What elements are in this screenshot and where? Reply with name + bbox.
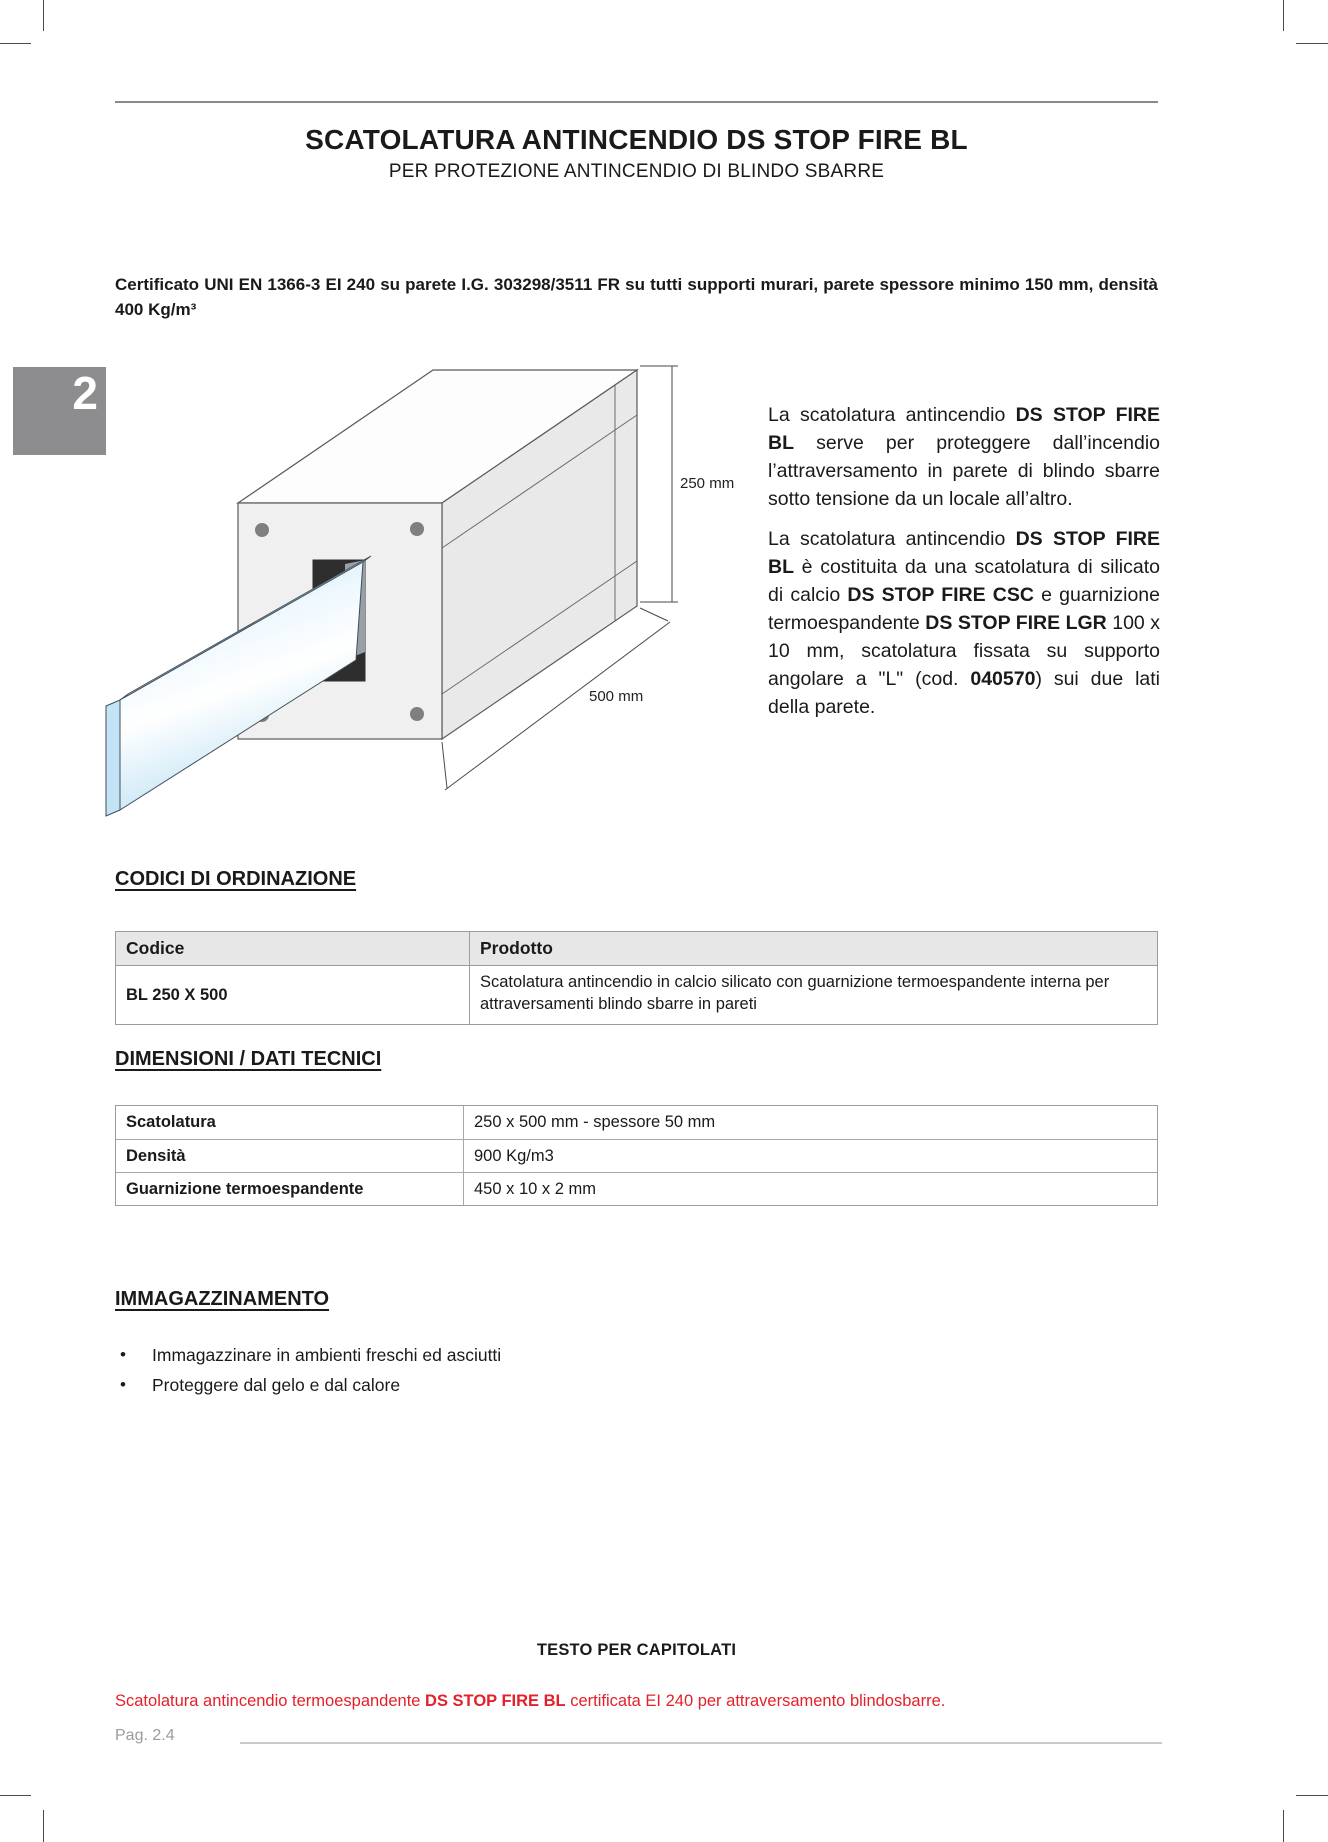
technical-data-table: [115, 1105, 1158, 1206]
code-cell: BL 250 X 500: [126, 985, 228, 1004]
dim-500-ext-left: [442, 742, 447, 788]
list-item: • Immagazzinare in ambienti freschi ed asciutti: [115, 1340, 815, 1370]
ordering-codes-table: [115, 931, 1158, 1025]
screw-bottom-right: [410, 707, 424, 721]
page-number-label: Pag. 2.4: [115, 1727, 175, 1744]
dim-500-ext-right: [640, 608, 668, 621]
section-heading-dimensioni: DIMENSIONI / DATI TECNICI: [115, 1048, 382, 1070]
storage-bullet-list: [115, 1340, 815, 1400]
spec-label: Guarnizione termoespandente: [126, 1179, 364, 1198]
crop-mark-top-right-h: [1296, 43, 1328, 44]
spec-value: 900 Kg/m3: [463, 1140, 1157, 1172]
column-header-prodotto: Prodotto: [469, 932, 1157, 965]
capitolati-text: Scatolatura antincendio termoespandente DS STOP FIRE BL certificata EI 240 per attraversamento blindosbarre.: [115, 1692, 946, 1710]
certification-statement: Certificato UNI EN 1366-3 EI 240 su parete I.G. 303298/3511 FR su tutti supporti murari, parete spessore minimo 150 mm, densità 400 Kg/m³: [115, 275, 1158, 319]
spec-label: Densità: [126, 1146, 186, 1165]
table-row: [116, 1172, 1157, 1205]
header-rule: [115, 101, 1158, 103]
dim-500-label: 500 mm: [589, 688, 644, 705]
screw-top-left: [255, 523, 269, 537]
spec-value: 450 x 10 x 2 mm: [463, 1173, 1157, 1205]
intro-paragraph-1: La scatolatura antincendio DS STOP FIRE BL serve per proteggere dall’incendio l’attraversamento in parete di blindo sbarre sotto tensione da un locale all’altro.: [768, 404, 1160, 510]
capitolati-heading: TESTO PER CAPITOLATI: [536, 1641, 737, 1659]
product-cell: Scatolatura antincendio in calcio silicato con guarnizione termoespandente interna per attraversamenti blindo sbarre in pareti: [469, 966, 1157, 1024]
table-row: [116, 1106, 1157, 1139]
header: [115, 124, 1158, 183]
screw-top-right: [410, 522, 424, 536]
crop-mark-bottom-right-h: [1296, 1795, 1328, 1796]
spec-value: 250 x 500 mm - spessore 50 mm: [463, 1106, 1157, 1139]
table-header-row: [116, 932, 1157, 966]
crop-mark-bottom-left-h: [0, 1795, 31, 1796]
busbar-end-face: [106, 700, 120, 816]
chapter-number: 2: [72, 367, 98, 419]
intro-paragraph-2: La scatolatura antincendio DS STOP FIRE BL è costituita da una scatolatura di silicato di calcio DS STOP FIRE CSC e guarnizione termoespandente DS STOP FIRE LGR 100 x 10 mm, scatolatura fissata su supporto angolare a "L" (cod. 040570) sui due lati della parete.: [768, 528, 1161, 718]
product-isometric-diagram: [100, 340, 740, 820]
table-row: [116, 966, 1157, 1024]
section-heading-immagazzinamento: IMMAGAZZINAMENTO: [115, 1288, 330, 1310]
list-item: • Proteggere dal gelo e dal calore: [115, 1370, 815, 1400]
page-title: SCATOLATURA ANTINCENDIO DS STOP FIRE BL: [305, 124, 968, 155]
section-heading-codici: CODICI DI ORDINAZIONE: [115, 868, 357, 890]
table-row: [116, 1139, 1157, 1172]
dim-250-label: 250 mm: [680, 475, 735, 492]
intro-text-column: [768, 401, 1160, 721]
chapter-tab: [13, 367, 106, 455]
page-subtitle: PER PROTEZIONE ANTINCENDIO DI BLINDO SBARRE: [388, 161, 885, 182]
crop-mark-top-left-h: [0, 43, 31, 44]
crop-mark-bottom-left-v: [43, 1810, 44, 1842]
column-header-codice: Codice: [126, 938, 185, 958]
footer-rule: [240, 1742, 1162, 1744]
crop-mark-top-right-v: [1283, 0, 1284, 31]
spec-label: Scatolatura: [126, 1113, 216, 1131]
crop-mark-top-left-v: [43, 0, 44, 31]
crop-mark-bottom-right-v: [1283, 1810, 1284, 1842]
